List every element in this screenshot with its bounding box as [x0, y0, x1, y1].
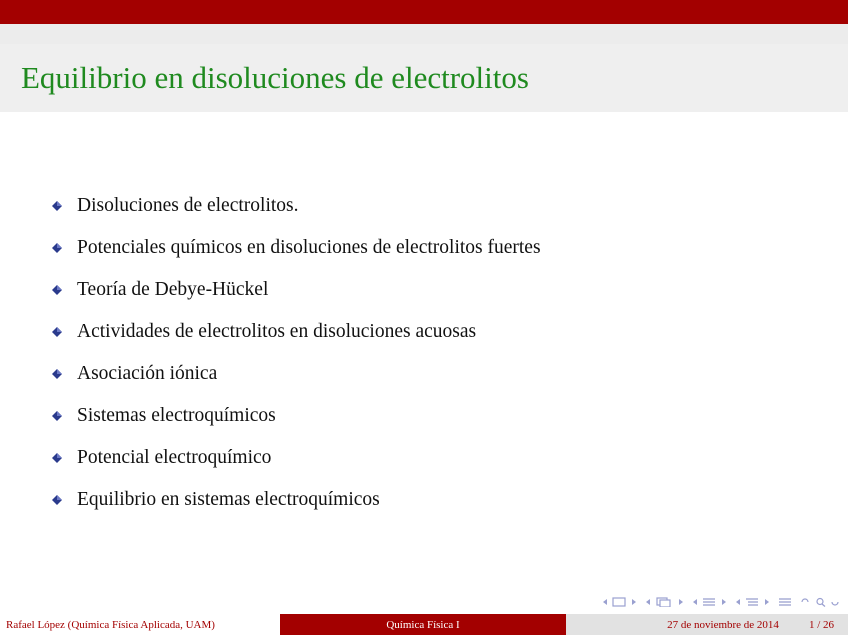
list-item	[50, 361, 541, 403]
footer-course: Química Física I	[280, 614, 566, 635]
header-gap	[0, 24, 848, 44]
footer	[0, 614, 848, 635]
navigation-symbols	[603, 594, 840, 610]
list-item	[50, 445, 541, 487]
list-nav-icon[interactable]	[779, 597, 791, 607]
frame-nav-icon[interactable]	[603, 597, 637, 607]
header-bar	[0, 0, 848, 24]
footer-right	[566, 614, 848, 635]
footer-author: Rafael López (Química Física Aplicada, UAM)	[0, 614, 280, 635]
list-item	[50, 193, 541, 235]
ball-bullet-icon	[50, 487, 68, 511]
bullet-text: Potencial electroquímico	[77, 447, 272, 468]
list-item	[50, 403, 541, 445]
list-item	[50, 319, 541, 361]
bullet-text: Potenciales químicos en disoluciones de electrolitos fuertes	[77, 237, 541, 258]
ball-bullet-icon	[50, 403, 68, 427]
ball-bullet-icon	[50, 235, 68, 259]
bullet-list	[50, 193, 541, 529]
list-item	[50, 235, 541, 277]
ball-bullet-icon	[50, 277, 68, 301]
list-item	[50, 277, 541, 319]
subsection-nav-icon[interactable]	[646, 597, 684, 607]
footer-date: 27 de noviembre de 2014	[667, 618, 779, 631]
list-item	[50, 487, 541, 529]
bullet-text: Sistemas electroquímicos	[77, 405, 276, 426]
ball-bullet-icon	[50, 361, 68, 385]
ball-bullet-icon	[50, 193, 68, 217]
ball-bullet-icon	[50, 445, 68, 469]
ball-bullet-icon	[50, 319, 68, 343]
bullet-text: Disoluciones de electrolitos.	[77, 195, 299, 216]
bullet-text: Equilibrio en sistemas electroquímicos	[77, 489, 380, 510]
search-icon[interactable]	[800, 597, 840, 607]
bullet-text: Teoría de Debye-Hückel	[77, 279, 269, 300]
section-nav-icon[interactable]	[693, 597, 727, 607]
subsection-list-nav-icon[interactable]	[736, 597, 770, 607]
page-number: 1 / 26	[808, 618, 834, 631]
slide-title: Equilibrio en disoluciones de electrolitos	[21, 60, 529, 95]
bullet-text: Actividades de electrolitos en disoluciones acuosas	[77, 321, 477, 342]
bullet-text: Asociación iónica	[77, 363, 218, 384]
